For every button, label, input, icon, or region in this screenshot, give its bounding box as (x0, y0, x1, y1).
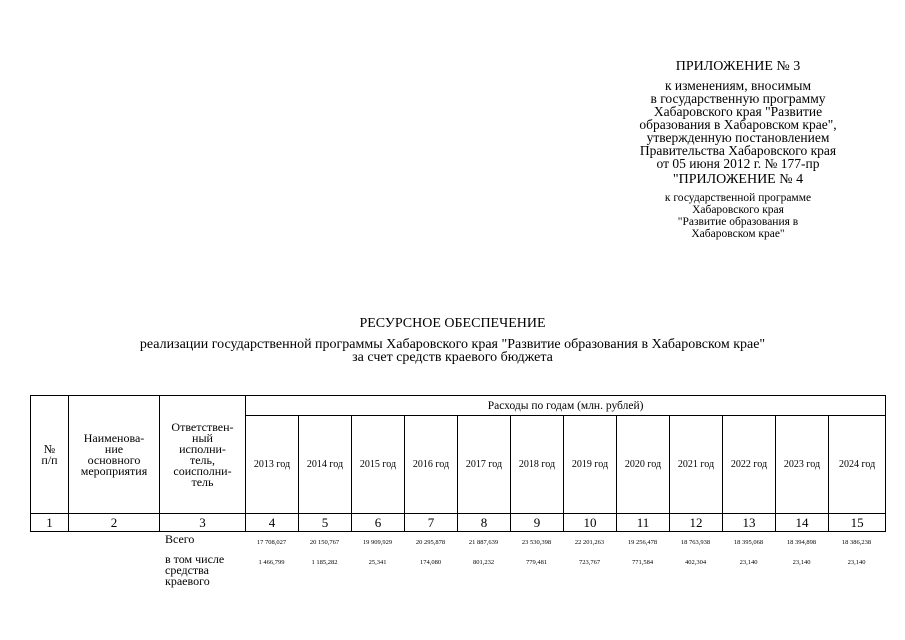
header-year: 2021 год (670, 416, 723, 514)
column-number: 14 (776, 514, 829, 532)
value-cell: 17 708,027 (256, 539, 287, 546)
header-year: 2017 год (458, 416, 511, 514)
appendix-header-2: "ПРИЛОЖЕНИЕ № 4 (672, 172, 804, 187)
column-number: 3 (160, 514, 246, 532)
appendix-line-2: "Развитие образования в (677, 216, 799, 228)
appendix-line-2: к государственной программе (664, 192, 812, 204)
value-cell: 23,140 (847, 559, 866, 566)
row-label-regional: в том числе средства краевого (165, 552, 225, 588)
title-main: РЕСУРСНОЕ ОБЕСПЕЧЕНИЕ (359, 316, 546, 331)
title-subtitle (0, 338, 905, 364)
column-number: 15 (829, 514, 886, 532)
header-responsible: Ответствен- ный исполни- тель, соисполни- тель (160, 396, 246, 514)
column-number: 1 (31, 514, 69, 532)
appendix-header: ПРИЛОЖЕНИЕ № 3 (675, 59, 801, 74)
header-year: 2022 год (723, 416, 776, 514)
header-year: 2019 год (564, 416, 617, 514)
value-cell: 18 395,068 (733, 539, 764, 546)
table-row-total (30, 534, 885, 554)
appendix-line: в государственную программу (650, 91, 826, 106)
value-cell: 21 887,639 (468, 539, 499, 546)
value-cell: 771,584 (631, 559, 654, 566)
appendix-line: утвержденную постановлением (646, 130, 830, 145)
header-year: 2024 год (829, 416, 886, 514)
appendix-line-2: Хабаровском крае" (691, 228, 785, 240)
value-cell: 402,304 (684, 559, 707, 566)
appendix-lines (598, 79, 878, 170)
header-no: № п/п (31, 396, 69, 514)
column-number: 11 (617, 514, 670, 532)
header-years-group: Расходы по годам (млн. рублей) (246, 396, 886, 416)
value-cell: 18 394,898 (786, 539, 817, 546)
title-sub-line-1: реализации государственной программы Хабаровского края "Развитие образования в Хабаровском крае" (139, 337, 766, 352)
appendix-line: образования в Хабаровском крае", (639, 117, 837, 132)
table-row-regional (30, 554, 885, 604)
column-number: 5 (299, 514, 352, 532)
column-number: 9 (511, 514, 564, 532)
value-cell: 18 763,938 (680, 539, 711, 546)
title-sub-line-2: за счет средств краевого бюджета (352, 350, 553, 365)
value-cell: 23 530,398 (521, 539, 552, 546)
value-cell: 23,140 (739, 559, 758, 566)
appendix-line: от 05 июня 2012 г. № 177-пр (656, 156, 820, 171)
header-year: 2016 год (405, 416, 458, 514)
value-cell: 20 295,878 (415, 539, 446, 546)
value-cell: 779,481 (525, 559, 548, 566)
appendix-block (598, 60, 878, 240)
column-number: 8 (458, 514, 511, 532)
appendix-line-2: Хабаровского края (692, 204, 784, 216)
appendix-line: Правительства Хабаровского края (639, 143, 837, 158)
appendix-line: к изменениям, вносимым (664, 78, 812, 93)
value-cell: 19 909,929 (362, 539, 393, 546)
resource-table (30, 395, 886, 532)
column-number: 4 (246, 514, 299, 532)
header-year: 2014 год (299, 416, 352, 514)
value-cell: 801,232 (472, 559, 495, 566)
value-cell: 1 185,282 (311, 559, 338, 566)
expense-rows (30, 534, 885, 604)
appendix-line: Хабаровского края "Развитие (653, 104, 823, 119)
column-number: 13 (723, 514, 776, 532)
appendix-lines-2 (598, 192, 878, 240)
header-year: 2023 год (776, 416, 829, 514)
value-cell: 18 386,238 (841, 539, 872, 546)
value-cell: 22 201,263 (574, 539, 605, 546)
value-cell: 1 466,799 (258, 559, 285, 566)
column-number: 12 (670, 514, 723, 532)
value-cell: 23,140 (792, 559, 811, 566)
value-cell: 723,767 (578, 559, 601, 566)
value-cell: 20 150,767 (309, 539, 340, 546)
column-number: 2 (69, 514, 160, 532)
value-cell: 174,080 (419, 559, 442, 566)
column-number: 10 (564, 514, 617, 532)
column-number: 6 (352, 514, 405, 532)
value-cell: 25,341 (368, 559, 387, 566)
header-year: 2013 год (246, 416, 299, 514)
row-label-total: Всего (165, 532, 195, 546)
header-name: Наименова- ние основного мероприятия (69, 396, 160, 514)
column-number: 7 (405, 514, 458, 532)
header-year: 2018 год (511, 416, 564, 514)
value-cell: 19 256,478 (627, 539, 658, 546)
header-year: 2015 год (352, 416, 405, 514)
header-year: 2020 год (617, 416, 670, 514)
